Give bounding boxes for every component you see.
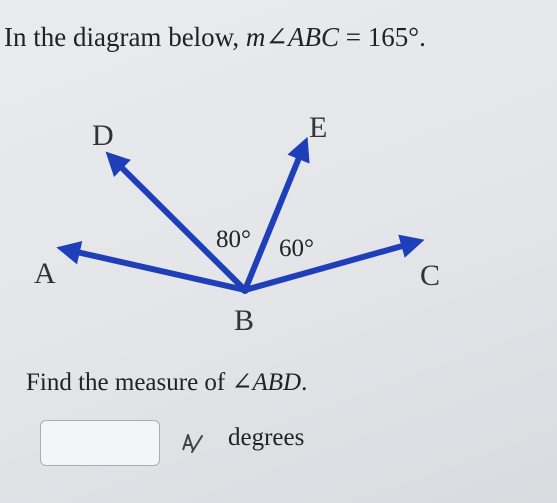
prompt-suffix: .: [301, 369, 308, 396]
angle-label-ebc: 60°: [279, 235, 314, 262]
vertex-b: [241, 286, 249, 294]
question-prefix: In the diagram below,: [4, 22, 246, 52]
prompt-text: [26, 367, 307, 397]
prompt-prefix: Find the measure of: [26, 369, 232, 396]
question-value: 165°: [367, 22, 420, 52]
angle-label-dbe: 80°: [216, 226, 251, 253]
point-label-a: A: [34, 257, 56, 290]
ray-be: [245, 148, 303, 290]
ray-bd: [114, 160, 245, 290]
point-label-e: E: [309, 111, 328, 144]
point-label-d: D: [92, 119, 114, 152]
point-label-b: B: [234, 304, 255, 337]
question-equals: =: [339, 22, 368, 52]
point-label-c: C: [420, 259, 441, 292]
ray-ba: [68, 250, 245, 290]
ray-bc: [245, 243, 413, 290]
question-angle: m∠ABC: [245, 22, 340, 52]
units-label: degrees: [228, 424, 305, 451]
prompt-angle: ∠ABD: [231, 369, 302, 396]
answer-input[interactable]: [40, 420, 160, 466]
question-suffix: .: [419, 22, 426, 52]
text-format-icon[interactable]: [180, 430, 206, 456]
